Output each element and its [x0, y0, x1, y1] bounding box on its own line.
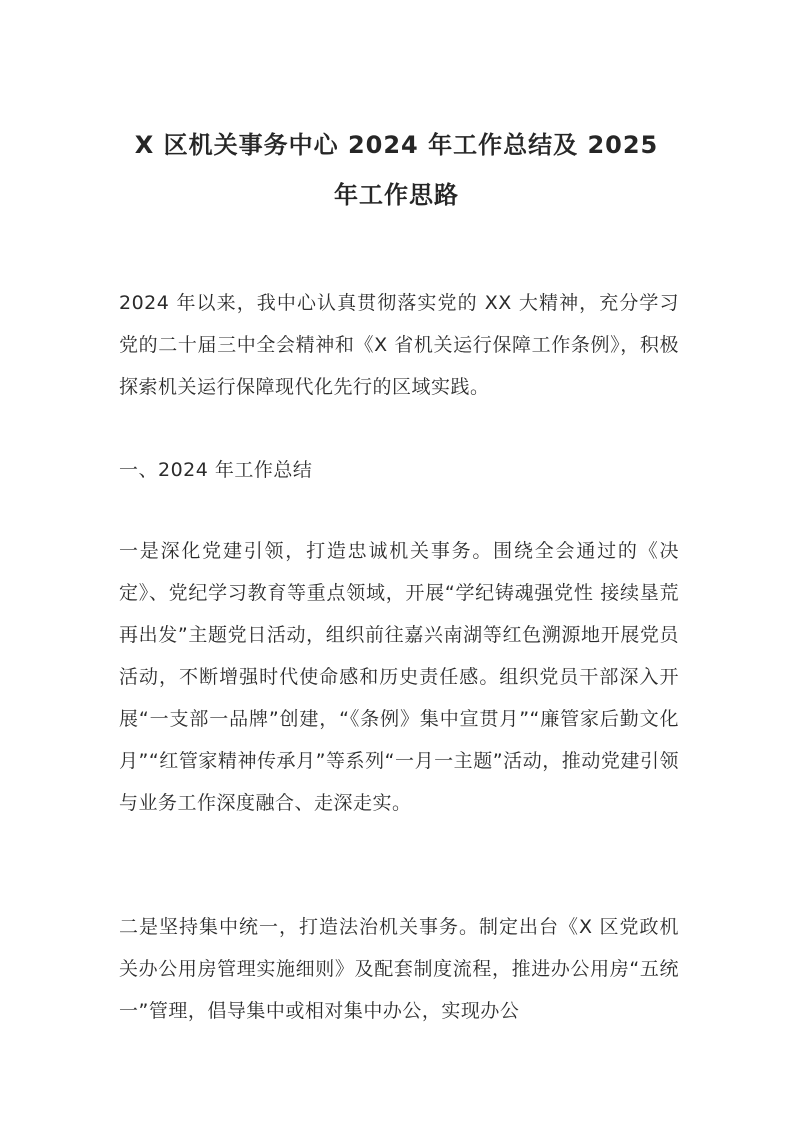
document-title-line-1: X 区机关事务中心 2024 年工作总结及 2025 [134, 131, 659, 159]
point-one-paragraph: 一是深化党建引领，打造忠诚机关事务。围绕全会通过的《决定》、党纪学习教育等重点领域，开展“学纪铸魂强党性 接续垦荒再出发”主题党日活动，组织前往嘉兴南湖等红色溯源地开展党员活动，不断增强时代使命感和历史责任感。组织党员干部深入开展“一支部一品牌”创建，“《条例》集中宣贯月”“廉管家后勤文化月”“红管家精神传承月”等系列“一月一主题”活动，推动党建引领与业务工作深度融合、走深走实。 [119, 540, 679, 814]
document-title-line-2: 年工作思路 [334, 181, 459, 209]
point-two-paragraph: 二是坚持集中统一，打造法治机关事务。制定出台《X 区党政机关办公用房管理实施细则》及配套制度流程，推进办公用房“五统一”管理，倡导集中或相对集中办公，实现办公 [119, 916, 679, 1022]
section-heading: 一、2024 年工作总结 [119, 459, 313, 481]
intro-paragraph: 2024 年以来，我中心认真贯彻落实党的 XX 大精神，充分学习党的二十届三中全会精神和《X 省机关运行保障工作条例》，积极探索机关运行保障现代化先行的区域实践。 [119, 292, 679, 398]
